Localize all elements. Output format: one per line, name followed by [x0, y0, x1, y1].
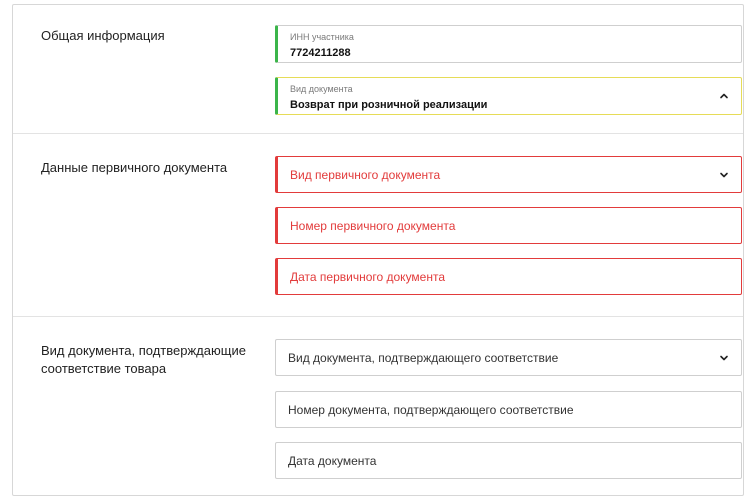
primary-document-section: [13, 134, 743, 314]
inn-field[interactable]: [275, 25, 742, 63]
chevron-down-icon[interactable]: [719, 353, 729, 363]
general-info-title: Общая информация: [41, 28, 165, 43]
chevron-up-icon[interactable]: [719, 91, 729, 101]
conformity-document-type-select[interactable]: [275, 339, 742, 376]
conformity-title-line2: соответствие товара: [41, 361, 167, 376]
conformity-document-title: [41, 342, 246, 378]
primary-document-number-input[interactable]: [275, 207, 742, 244]
primary-document-type-placeholder: Вид первичного документа: [290, 167, 441, 182]
conformity-document-section: [13, 317, 743, 495]
inn-value: 7724211288: [290, 47, 351, 59]
document-type-caption: Вид документа: [290, 84, 353, 94]
conformity-title-line1: Вид документа, подтверждающие: [41, 343, 246, 358]
conformity-document-date-placeholder: Дата документа: [288, 453, 377, 468]
inn-caption: ИНН участника: [290, 32, 354, 42]
primary-document-date-input[interactable]: [275, 258, 742, 295]
conformity-document-number-input[interactable]: [275, 391, 742, 428]
form-panel: [12, 4, 744, 496]
chevron-down-icon[interactable]: [719, 170, 729, 180]
conformity-document-number-placeholder: Номер документа, подтверждающего соответствие: [288, 402, 574, 417]
primary-document-title: Данные первичного документа: [41, 160, 228, 175]
general-info-section: [13, 5, 743, 133]
primary-document-number-placeholder: Номер первичного документа: [290, 218, 456, 233]
conformity-document-type-placeholder: Вид документа, подтверждающего соответствие: [288, 350, 559, 365]
document-type-value: Возврат при розничной реализации: [290, 99, 488, 111]
conformity-document-date-input[interactable]: [275, 442, 742, 479]
primary-document-date-placeholder: Дата первичного документа: [290, 269, 446, 284]
primary-document-type-select[interactable]: [275, 156, 742, 193]
document-type-select[interactable]: [275, 77, 742, 115]
